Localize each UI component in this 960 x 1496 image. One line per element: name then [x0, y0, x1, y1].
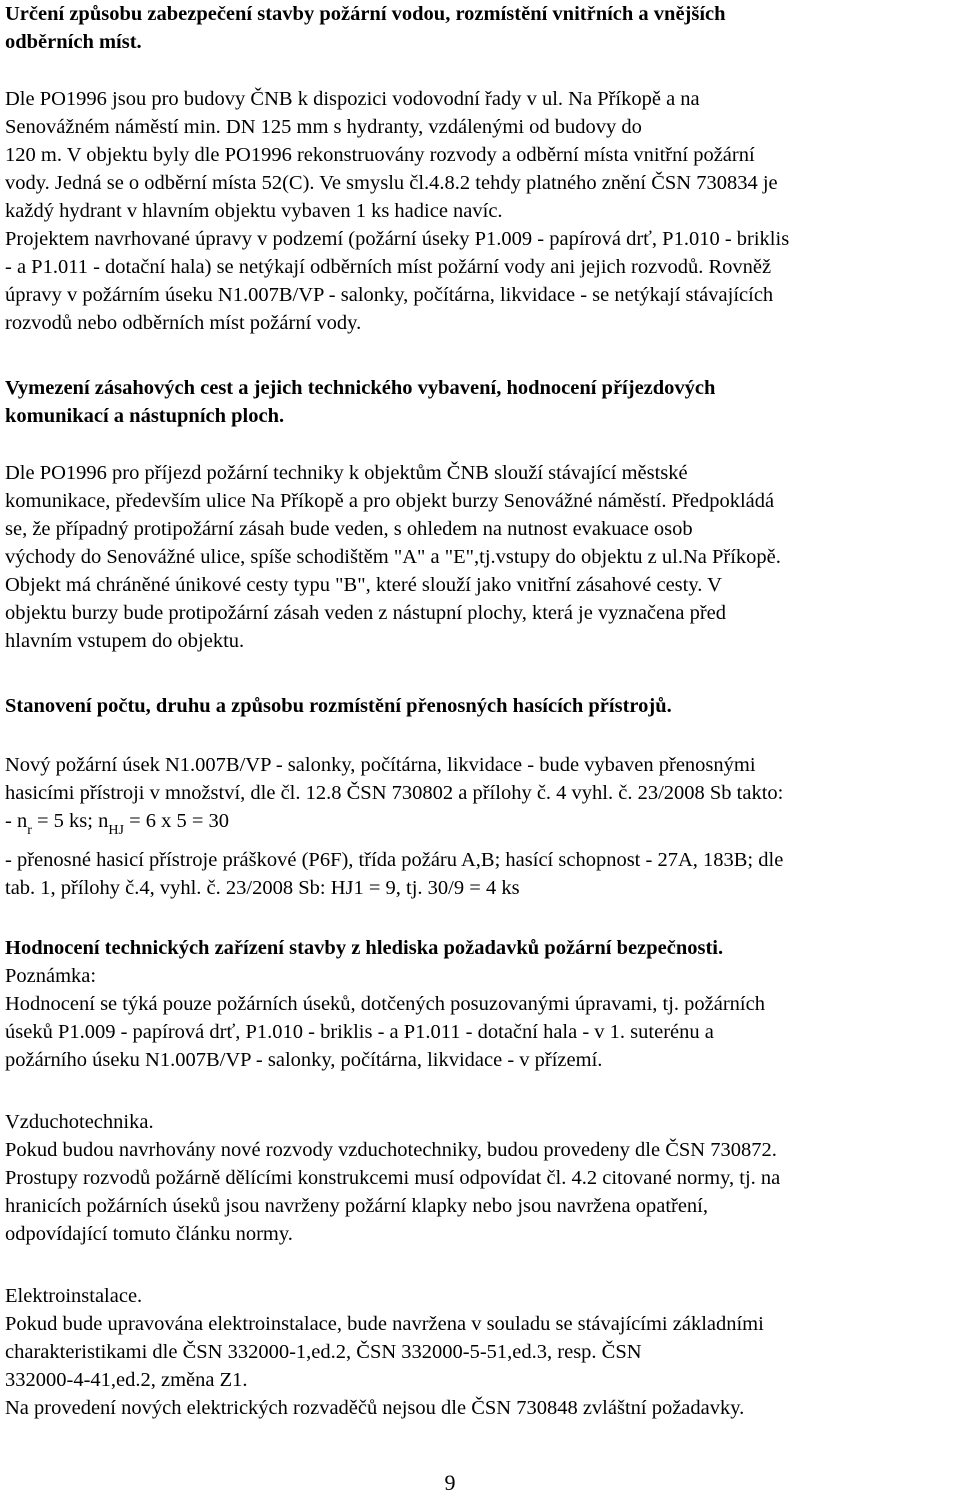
paragraph-line: požárního úseku N1.007B/VP - salonky, počítárna, likvidace - v přízemí. — [5, 1049, 603, 1071]
paragraph-line: Nový požární úsek N1.007B/VP - salonky, počítárna, likvidace - bude vybaven přenosnými — [5, 754, 756, 776]
subsection-heading-ventilation: Vzduchotechnika. — [5, 1111, 154, 1133]
paragraph-line: charakteristikami dle ČSN 332000-1,ed.2, ČSN 332000-5-51,ed.3, resp. ČSN — [5, 1341, 642, 1363]
paragraph-line: 120 m. V objektu byly dle PO1996 rekonstruovány rozvody a odběrní místa vnitřní požární — [5, 144, 755, 166]
paragraph-line: Na provedení nových elektrických rozvaděčů nejsou dle ČSN 730848 zvláštní požadavky. — [5, 1397, 745, 1419]
subsection-heading-electro: Elektroinstalace. — [5, 1285, 143, 1307]
paragraph-line: hlavním vstupem do objektu. — [5, 630, 245, 652]
paragraph-line: rozvodů nebo odběrních míst požární vody. — [5, 312, 362, 334]
paragraph-line: Dle PO1996 pro příjezd požární techniky k objektům ČNB slouží stávající městské — [5, 462, 688, 484]
paragraph-line: hasicími přístroji v množství, dle čl. 12.8 ČSN 730802 a přílohy č. 4 vyhl. č. 23/2008 Sb takto: — [5, 782, 784, 804]
paragraph-line: Senovážném náměstí min. DN 125 mm s hydranty, vzdálenými od budovy do — [5, 116, 642, 138]
paragraph-line: - přenosné hasicí přístroje práškové (P6F), třída požáru A,B; hasící schopnost - 27A, 183B; dle — [5, 849, 784, 871]
formula-part: = 5 ks; n — [31, 810, 109, 832]
paragraph-line: Pokud bude upravována elektroinstalace, bude navržena v souladu se stávajícími základními — [5, 1313, 764, 1335]
section-heading-access: Vymezení zásahových cest a jejich technického vybavení, hodnocení příjezdových — [5, 377, 716, 399]
paragraph-line: Hodnocení se týká pouze požárních úseků, dotčených posuzovanými úpravami, tj. požárních — [5, 993, 765, 1015]
paragraph-line: východy do Senovážné ulice, spíše schodištěm "A" a "E",tj.vstupy do objektu z ul.Na Příkopě. — [5, 546, 781, 568]
formula-line — [5, 807, 229, 838]
section-heading-water-cont: odběrních míst. — [5, 31, 142, 53]
paragraph-line: Dle PO1996 jsou pro budovy ČNB k dispozici vodovodní řady v ul. Na Příkopě a na — [5, 88, 700, 110]
paragraph-line: vody. Jedná se o odběrní místa 52(C). Ve smyslu čl.4.8.2 tehdy platného znění ČSN 730834 je — [5, 172, 778, 194]
paragraph-line: 332000-4-41,ed.2, změna Z1. — [5, 1369, 248, 1391]
formula-part: = 6 x 5 = 30 — [123, 810, 230, 832]
paragraph-line: Prostupy rozvodů požárně dělícími konstrukcemi musí odpovídat čl. 4.2 citované normy, tj. na — [5, 1167, 781, 1189]
paragraph-line: objektu burzy bude protipožární zásah veden z nástupní plochy, která je vyznačena před — [5, 602, 727, 624]
paragraph-line: Poznámka: — [5, 965, 97, 987]
paragraph-line: tab. 1, přílohy č.4, vyhl. č. 23/2008 Sb: HJ1 = 9, tj. 30/9 = 4 ks — [5, 877, 520, 899]
formula-subscript: HJ — [108, 823, 124, 838]
section-heading-water: Určení způsobu zabezpečení stavby požární vodou, rozmístění vnitřních a vnějších — [5, 3, 726, 25]
paragraph-line: - a P1.011 - dotační hala) se netýkají odběrních míst požární vody ani jejich rozvodů. Rovněž — [5, 256, 772, 278]
paragraph-line: úpravy v požárním úseku N1.007B/VP - salonky, počítárna, likvidace - se netýkají stávajících — [5, 284, 774, 306]
paragraph-line: odpovídající tomuto článku normy. — [5, 1223, 293, 1245]
section-heading-access-cont: komunikací a nástupních ploch. — [5, 405, 285, 427]
paragraph-line: každý hydrant v hlavním objektu vybaven 1 ks hadice navíc. — [5, 200, 503, 222]
paragraph-line: Projektem navrhované úpravy v podzemí (požární úseky P1.009 - papírová drť, P1.010 - briklis — [5, 228, 790, 250]
paragraph-line: se, že případný protipožární zásah bude veden, s ohledem na nutnost evakuace osob — [5, 518, 693, 540]
page-number: 9 — [444, 1470, 456, 1495]
paragraph-line: Pokud budou navrhovány nové rozvody vzduchotechniky, budou provedeny dle ČSN 730872. — [5, 1139, 777, 1161]
formula-subscript: r — [27, 823, 32, 838]
paragraph-line: komunikace, především ulice Na Příkopě a pro objekt burzy Senovážné náměstí. Předpokládá — [5, 490, 775, 512]
section-heading-extinguishers: Stanovení počtu, druhu a způsobu rozmístění přenosných hasících přístrojů. — [5, 695, 672, 717]
paragraph-line: úseků P1.009 - papírová drť, P1.010 - briklis - a P1.011 - dotační hala - v 1. suterénu a — [5, 1021, 714, 1043]
section-heading-technical: Hodnocení technických zařízení stavby z hlediska požadavků požární bezpečnosti. — [5, 937, 724, 959]
paragraph-line: hranicích požárních úseků jsou navrženy požární klapky nebo jsou navržena opatření, — [5, 1195, 709, 1217]
formula-part: - n — [5, 810, 28, 832]
paragraph-line: Objekt má chráněné únikové cesty typu "B", které slouží jako vnitřní zásahové cesty. V — [5, 574, 722, 596]
